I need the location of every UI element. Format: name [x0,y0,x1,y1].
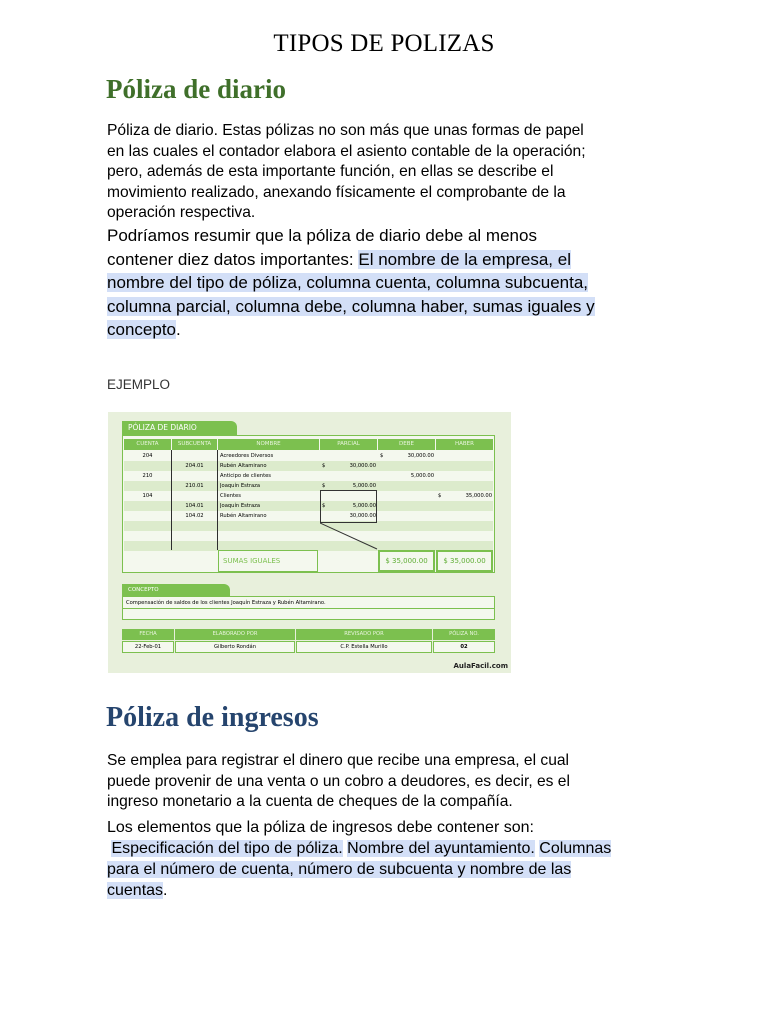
cell-nombre: Rubén Altamirano [220,463,267,469]
footer-header-fecha: FECHA [122,629,174,640]
table-row [124,471,493,481]
cell-parcial [328,451,376,461]
col-header-subcuenta: SUBCUENTA [172,439,217,450]
cell-cuenta [124,461,171,471]
cell-parcial [328,471,376,481]
column-divider [217,450,218,550]
highlighted-text: columna parcial, columna debe, columna haber, sumas iguales y [107,296,595,316]
cell-subcuenta [172,531,217,541]
poliza-title-tab: PÓLIZA DE DIARIO [122,421,237,435]
highlighted-text: para el número de cuenta, número de subcuenta y nombre de las [107,861,572,878]
document-title: TIPOS DE POLIZAS [273,30,495,57]
cell-parcial: 30,000.00 [349,463,376,469]
footer-fecha: 22-Feb-01 [122,641,174,653]
cancel-slash-line [320,523,378,550]
cell-subcuenta: 104.02 [185,513,204,519]
table-row [124,531,493,541]
concepto-text: Compensación de saldos de los clientes Joaquín Estraza y Rubén Altamirano. [126,600,326,606]
diario-paragraph-2 [107,224,667,342]
text-line [107,271,667,295]
cell-haber [444,481,492,491]
cell-haber [444,531,492,541]
sumas-iguales-label: SUMAS IGUALES [218,550,318,572]
col-header-parcial: PARCIAL [320,439,377,450]
table-row [124,501,493,511]
cell-subcuenta: 204.01 [185,463,204,469]
cell-subcuenta [172,541,217,551]
cell-parcial-sign: $ [322,483,326,489]
cell-cuenta [124,521,171,531]
cell-nombre: Joaquín Estraza [220,503,261,509]
cell-subcuenta [172,451,217,461]
cell-cuenta [124,541,171,551]
total-haber: $ 35,000.00 [436,550,493,572]
footer-poliza-no: 02 [433,641,495,653]
table-row [124,481,493,491]
footer-header-poliza-no: PÓLIZA NO. [433,629,495,640]
highlighted-text: Nombre del ayuntamiento. [347,840,535,857]
cell-subcuenta [172,471,217,481]
cell-nombre [220,531,318,541]
cell-parcial: 5,000.00 [352,483,376,489]
text-line [107,295,667,319]
cell-debe [386,521,434,531]
parcial-box [320,490,377,523]
example-label: EJEMPLO [107,377,171,392]
table-row [124,491,493,501]
cell-debe [386,461,434,471]
cell-cuenta [124,481,171,491]
col-header-debe: DEBE [378,439,435,450]
highlighted-text: Columnas [539,840,612,857]
text-line: operación respectiva. [107,204,256,221]
cell-haber [444,501,492,511]
total-debe: $ 35,000.00 [378,550,435,572]
footer-elaborado: Gilberto Rondán [175,641,295,653]
cell-nombre [220,521,318,531]
highlighted-text: concepto [107,320,176,339]
text-line: Los elementos que la póliza de ingresos debe contener son: [107,819,534,836]
table-row [124,461,493,471]
text-line: Póliza de diario. Estas pólizas no son más que unas formas de papel [107,122,584,139]
text-line: Se emplea para registrar el dinero que recibe una empresa, el cual [107,752,570,769]
cell-debe: 30,000.00 [407,453,434,459]
cell-parcial: 5,000.00 [352,503,376,509]
cell-debe [386,491,434,501]
cell-debe-sign: $ [380,453,384,459]
cell-nombre: Rubén Altamirano [220,513,267,519]
cell-nombre: Joaquín Estraza [220,483,261,489]
table-row [124,521,493,531]
col-header-cuenta: CUENTA [124,439,171,450]
cell-subcuenta [172,491,217,501]
cell-haber: 35,000.00 [465,493,492,499]
column-divider [171,450,172,550]
cell-haber [444,451,492,461]
text-line: ingreso monetario a la cuenta de cheques de la compañía. [107,793,513,810]
footer-revisado: C.P. Estella Murillo [296,641,432,653]
highlighted-text: Especificación del tipo de póliza. [111,840,343,857]
text-line: concepto. [107,320,181,339]
col-header-nombre: NOMBRE [218,439,319,450]
cell-cuenta: 204 [142,453,153,459]
highlighted-text: nombre del tipo de póliza, columna cuenta, columna subcuenta, [107,273,589,292]
table-row [124,451,493,461]
concepto-box [122,596,495,620]
text-line: movimiento realizado, anexando físicamente el comprobante de la [107,183,566,201]
cell-debe [386,531,434,541]
concepto-tab: CONCEPTO [122,584,230,596]
cell-cuenta [124,511,171,521]
cell-debe [386,511,434,521]
footer-header-revisado: REVISADO POR [296,629,432,640]
table-row [124,511,493,521]
brand-label: AulaFacil.com [453,662,508,670]
cell-haber [444,511,492,521]
cell-nombre: Acreedores Diversos [220,453,274,459]
concepto-blank-line [123,608,494,609]
cell-cuenta [124,531,171,541]
cell-debe [386,481,434,491]
cell-nombre: Clientes [220,493,241,499]
cell-parcial: 30,000.00 [349,513,376,519]
text-line: en las cuales el contador elabora el asiento contable de la operación; [107,142,586,160]
text-line [107,859,667,880]
cell-subcuenta [172,521,217,531]
cell-nombre: Anticipo de clientes [220,473,271,479]
text-line [107,838,667,859]
cell-cuenta: 210 [142,473,153,479]
text-line: puede provenir de una venta o un cobro a deudores, es decir, es el [107,772,570,790]
section-heading-ingresos: Póliza de ingresos [106,702,319,733]
cell-parcial-sign: $ [322,463,326,469]
section-heading-diario: Póliza de diario [106,74,286,104]
cell-cuenta: 104 [142,493,153,499]
col-header-haber: HABER [436,439,493,450]
cell-haber [444,471,492,481]
cell-subcuenta: 210.01 [185,483,204,489]
cell-haber [444,461,492,471]
cell-debe: 5,000.00 [410,473,434,479]
text-line: contener diez datos importantes: El nombre de la empresa, el [107,249,571,269]
poliza-example-image [108,412,511,673]
cell-subcuenta: 104.01 [185,503,204,509]
cell-parcial-sign: $ [322,503,326,509]
diario-paragraph-1 [107,121,667,224]
footer-header-elaborado: ELABORADO POR [175,629,295,640]
cell-haber-sign: $ [438,493,442,499]
cell-cuenta [124,501,171,511]
cell-haber [444,521,492,531]
highlighted-text: El nombre de la empresa, el [358,249,571,269]
highlighted-text: cuentas [107,882,164,899]
text-line: pero, además de esta importante función, en ellas se describe el [107,163,554,180]
ingresos-paragraph-1 [107,751,667,813]
text-line: cuentas. [107,882,168,899]
ingresos-paragraph-2 [107,817,667,901]
cell-debe [386,501,434,511]
text-line: Podríamos resumir que la póliza de diario debe al menos [107,226,537,245]
